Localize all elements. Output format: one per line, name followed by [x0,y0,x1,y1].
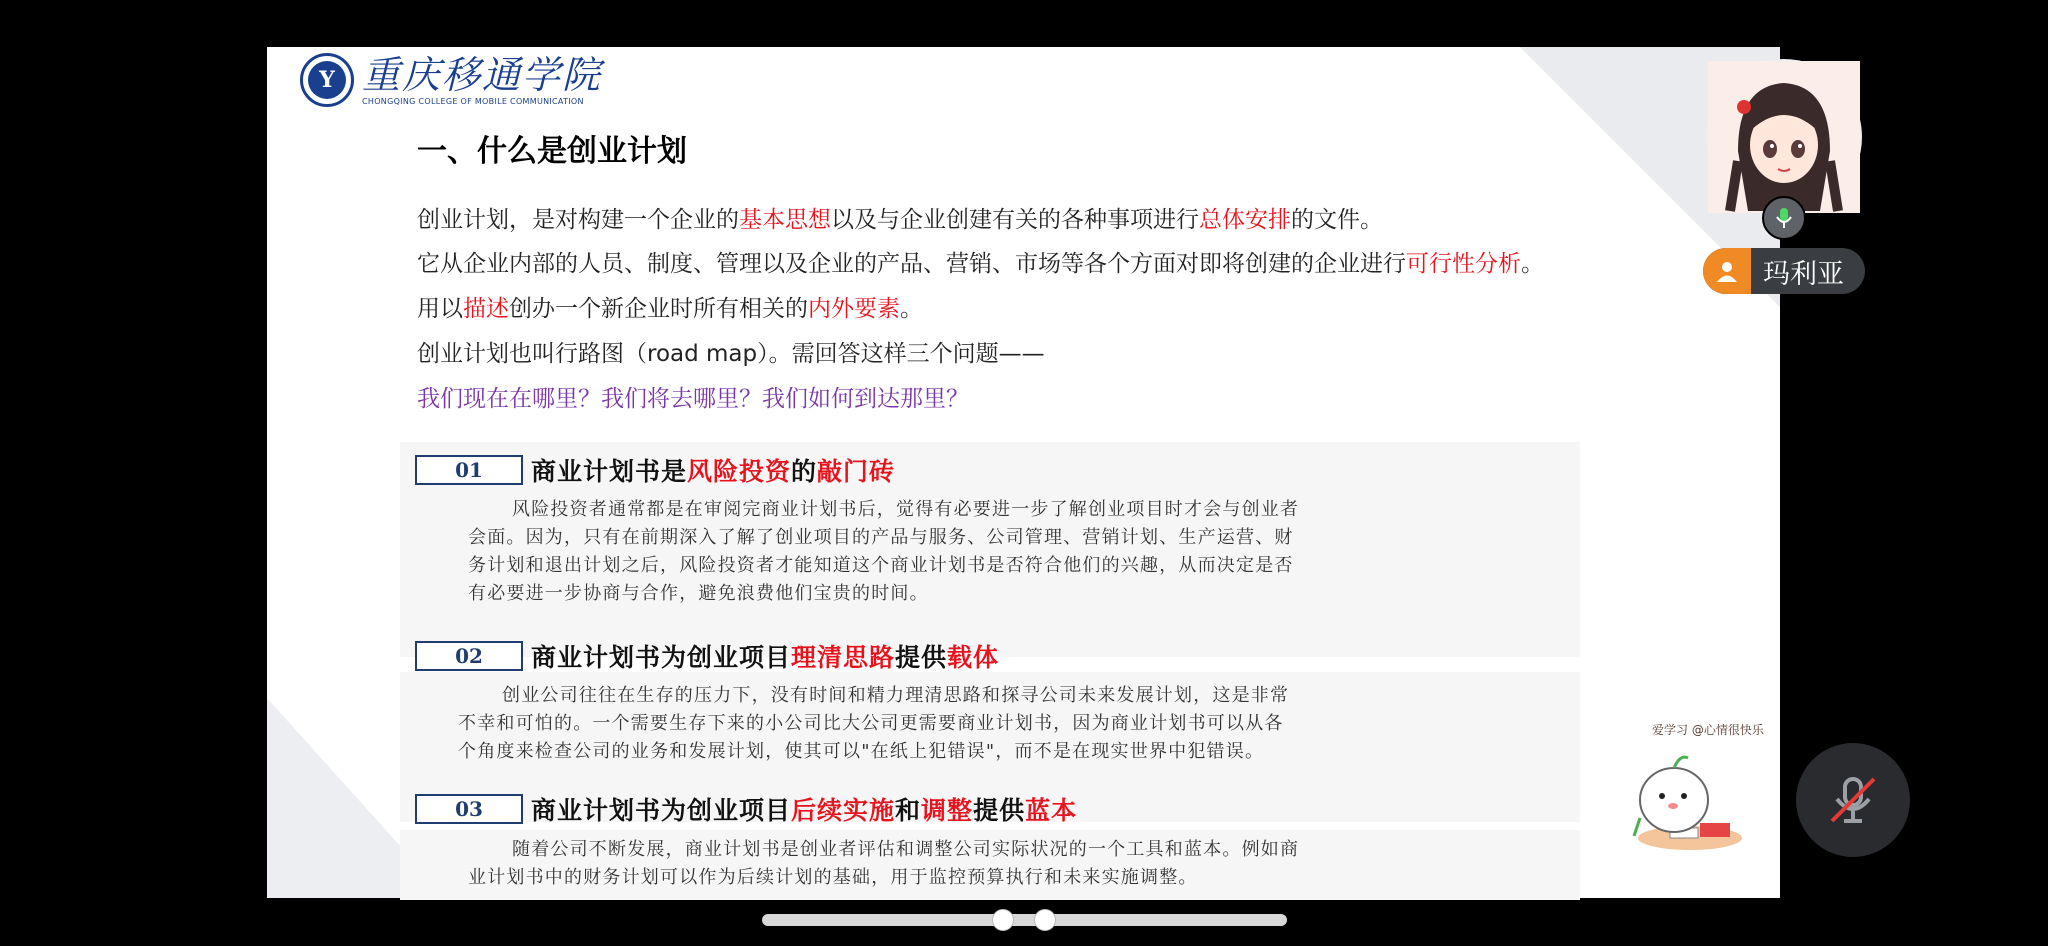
microphone-muted-icon [1824,771,1882,829]
participant-avatar[interactable] [1706,59,1862,215]
anime-girl-avatar-icon [1708,61,1860,213]
section-title: 商业计划书是风险投资的敲门砖 [531,457,896,486]
presentation-slide [267,47,1780,898]
participant-name: 玛利亚 [1763,258,1844,290]
scrubber-handle[interactable] [992,909,1014,931]
section-number: 02 [415,641,523,671]
slide-title: 一、什么是创业计划 [417,134,687,169]
paragraph-describe: 用以描述创办一个新企业时所有相关的内外要素。 [417,296,923,322]
section-01-header [415,452,895,488]
playback-scrubber[interactable] [762,914,1287,926]
paragraph-definition: 创业计划，是对构建一个企业的基本思想以及与企业创建有关的各种事项进行总体安排的文件。 [417,207,1383,233]
section-number: 01 [415,455,523,485]
section-01-body: 风险投资者通常都是在审阅完商业计划书后，觉得有必要进一步了解创业项目时才会与创业者 会面。因为，只有在前期深入了解了创业项目的产品与服务、公司管理、营销计划、生产运营、财 务计划和退出计划之后，风险投资者才能知道这个商业计划书是否符合他们的兴趣，从而决定是否 有必要进一步协商与合作，避免浪费他们宝贵的时间。 [468,499,1300,604]
microphone-icon [1776,207,1792,229]
participant-name-tag[interactable] [1703,248,1865,294]
three-questions: 我们现在在哪里？我们将去哪里？我们如何到达那里？ [417,386,969,412]
college-name-en: CHONGQING COLLEGE OF MOBILE COMMUNICATION [362,97,584,106]
college-name [362,53,602,107]
section-02-header [415,638,999,674]
section-02-body: 创业公司往往在生存的压力下，没有时间和精力理清思路和探寻公司未来发展计划，这是非常 不幸和可怕的。一个需要生存下来的小公司比大公司更需要商业计划书，因为商业计划书可以从各 个角度来检查公司的业务和发展计划，使其可以"在纸上犯错误"，而不是在现实世界中犯错误。 [458,685,1290,762]
section-title: 商业计划书为创业项目后续实施和调整提供蓝本 [531,796,1078,825]
section-03-header [415,791,1077,827]
college-seal-icon: Y [300,53,354,107]
mute-microphone-button[interactable] [1796,743,1910,857]
scrubber-handle[interactable] [1034,909,1056,931]
sticker-text: 爱学习 @心情很快乐 [1652,723,1764,737]
paragraph-feasibility: 它从企业内部的人员、制度、管理以及企业的产品、营销、市场等各个方面对即将创建的企业进行可行性分析。 [417,251,1544,277]
college-logo [300,53,602,107]
user-icon [1703,248,1751,294]
section-title: 商业计划书为创业项目理清思路提供载体 [531,643,1000,672]
college-name-cn: 重庆移通学院 [362,53,603,97]
participant-mic-indicator [1762,196,1806,240]
section-number: 03 [415,794,523,824]
study-sticker-icon [1600,718,1764,858]
paragraph-road-map: 创业计划也叫行路图（road map）。需回答这样三个问题—— [417,341,1045,367]
section-03-body: 随着公司不断发展，商业计划书是创业者评估和调整公司实际状况的一个工具和蓝本。例如商 业计划书中的财务计划可以作为后续计划的基础，用于监控预算执行和未来实施调整。 [468,839,1300,888]
